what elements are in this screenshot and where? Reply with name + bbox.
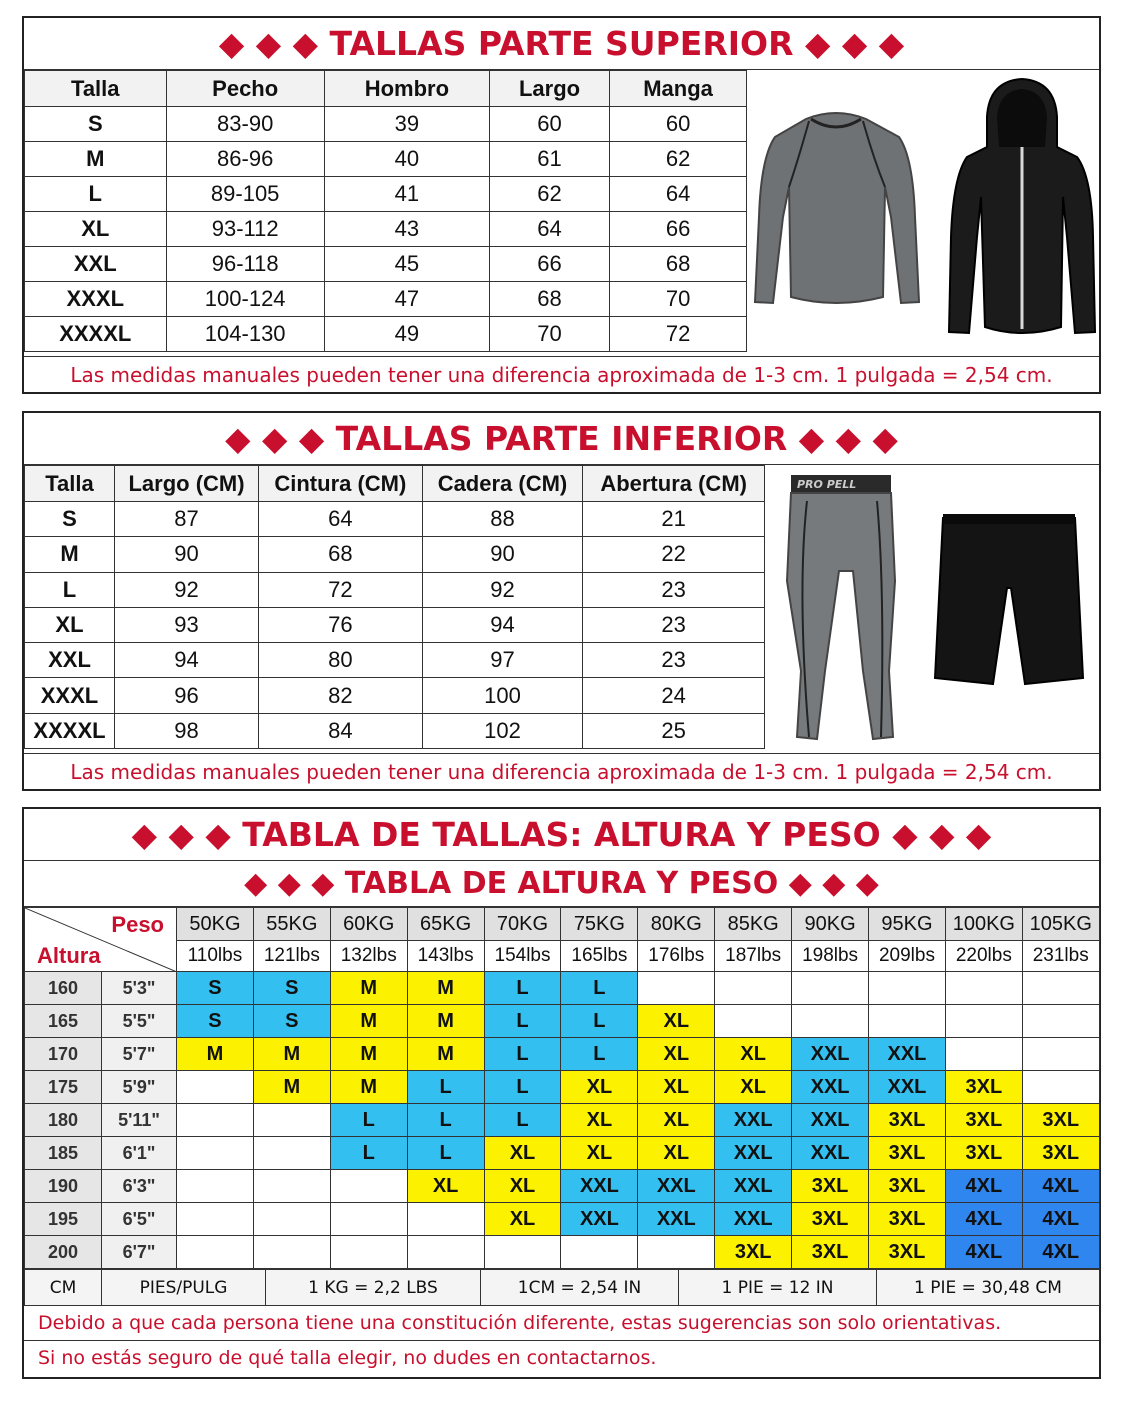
size-cell: XXXL xyxy=(25,678,115,713)
measure-cell: 72 xyxy=(259,572,423,607)
upper-title: ◆ ◆ ◆ TALLAS PARTE SUPERIOR ◆ ◆ ◆ xyxy=(24,18,1099,70)
measure-cell: 64 xyxy=(489,212,609,247)
weight-lbs-header: 231lbs xyxy=(1022,941,1099,972)
weight-kg-header: 80KG xyxy=(638,908,715,941)
size-recommendation-cell: 4XL xyxy=(1022,1170,1099,1203)
measure-cell: 21 xyxy=(583,502,765,537)
lower-garments-image xyxy=(766,465,1100,751)
size-recommendation-cell: M xyxy=(330,1071,407,1104)
measure-cell: 70 xyxy=(610,282,747,317)
size-recommendation-cell: 3XL xyxy=(792,1170,869,1203)
conversion-cell: CM xyxy=(25,1270,102,1306)
measure-cell: 104-130 xyxy=(166,317,324,352)
size-recommendation-cell: XL xyxy=(638,1005,715,1038)
hw-title: ◆ ◆ ◆ TABLA DE TALLAS: ALTURA Y PESO ◆ ◆ ◆ xyxy=(24,809,1099,861)
size-recommendation-cell: M xyxy=(253,1071,330,1104)
size-recommendation-cell: M xyxy=(407,972,484,1005)
weight-lbs-header: 198lbs xyxy=(792,941,869,972)
weight-kg-header: 75KG xyxy=(561,908,638,941)
size-recommendation-cell: XL xyxy=(561,1071,638,1104)
size-recommendation-cell xyxy=(253,1236,330,1269)
conversion-cell: 1 KG = 2,2 LBS xyxy=(266,1270,481,1306)
size-recommendation-cell xyxy=(177,1203,254,1236)
size-cell: M xyxy=(25,142,167,177)
hw-subtitle: ◆ ◆ ◆ TABLA DE ALTURA Y PESO ◆ ◆ ◆ xyxy=(24,861,1099,907)
lower-title: ◆ ◆ ◆ TALLAS PARTE INFERIOR ◆ ◆ ◆ xyxy=(24,413,1099,465)
measure-cell: 60 xyxy=(489,107,609,142)
measure-cell: 90 xyxy=(422,537,583,572)
size-recommendation-cell: S xyxy=(177,1005,254,1038)
size-recommendation-cell xyxy=(330,1203,407,1236)
size-recommendation-cell: XXL xyxy=(561,1203,638,1236)
hw-note-1: Debido a que cada persona tiene una constitución diferente, estas sugerencias son solo orientativas. xyxy=(38,1312,1002,1334)
column-header: Largo xyxy=(489,71,609,107)
measure-cell: 93-112 xyxy=(166,212,324,247)
measure-cell: 94 xyxy=(422,607,583,642)
size-recommendation-cell: 3XL xyxy=(715,1236,792,1269)
size-cell: XXXXL xyxy=(25,317,167,352)
table-row xyxy=(25,607,765,642)
height-ft-cell: 5'7" xyxy=(102,1038,177,1071)
size-recommendation-cell xyxy=(1022,1038,1099,1071)
measure-cell: 100-124 xyxy=(166,282,324,317)
size-recommendation-cell: 3XL xyxy=(1022,1137,1099,1170)
measure-cell: 23 xyxy=(583,572,765,607)
lower-size-section xyxy=(22,411,1101,791)
measure-cell: 90 xyxy=(114,537,258,572)
size-recommendation-cell xyxy=(177,1170,254,1203)
size-cell: XXL xyxy=(25,247,167,282)
size-recommendation-cell xyxy=(792,1005,869,1038)
size-recommendation-cell xyxy=(1022,1071,1099,1104)
table-row xyxy=(25,317,747,352)
size-recommendation-cell xyxy=(253,1104,330,1137)
size-recommendation-cell xyxy=(1022,972,1099,1005)
size-recommendation-cell: XL xyxy=(715,1038,792,1071)
size-recommendation-cell: XXL xyxy=(715,1104,792,1137)
size-recommendation-cell: 3XL xyxy=(792,1203,869,1236)
table-header-row xyxy=(25,466,765,502)
size-recommendation-cell: XXL xyxy=(792,1137,869,1170)
weight-lbs-header: 132lbs xyxy=(330,941,407,972)
size-recommendation-cell: 3XL xyxy=(945,1071,1022,1104)
size-recommendation-cell: L xyxy=(330,1104,407,1137)
measure-cell: 76 xyxy=(259,607,423,642)
size-recommendation-cell: M xyxy=(407,1005,484,1038)
measure-cell: 86-96 xyxy=(166,142,324,177)
measure-cell: 22 xyxy=(583,537,765,572)
zip-hoodie-image xyxy=(927,77,1097,347)
size-recommendation-cell xyxy=(253,1137,330,1170)
measure-cell: 23 xyxy=(583,607,765,642)
table-row xyxy=(25,282,747,317)
size-recommendation-cell: L xyxy=(330,1137,407,1170)
size-recommendation-cell: XL xyxy=(407,1170,484,1203)
column-header: Abertura (CM) xyxy=(583,466,765,502)
height-cm-cell: 160 xyxy=(25,972,102,1005)
table-row xyxy=(25,247,747,282)
size-recommendation-cell: L xyxy=(484,972,561,1005)
size-recommendation-cell: 3XL xyxy=(792,1236,869,1269)
weight-kg-header: 90KG xyxy=(792,908,869,941)
measure-cell: 88 xyxy=(422,502,583,537)
size-recommendation-cell: 3XL xyxy=(945,1104,1022,1137)
size-recommendation-cell: XL xyxy=(638,1104,715,1137)
size-recommendation-cell xyxy=(945,1005,1022,1038)
measure-cell: 64 xyxy=(610,177,747,212)
measure-cell: 92 xyxy=(422,572,583,607)
weight-kg-header: 65KG xyxy=(407,908,484,941)
size-recommendation-cell: XL xyxy=(561,1104,638,1137)
height-cm-cell: 175 xyxy=(25,1071,102,1104)
size-cell: XXL xyxy=(25,643,115,678)
compression-shorts-image xyxy=(929,508,1089,708)
measure-cell: 43 xyxy=(324,212,489,247)
table-row xyxy=(25,107,747,142)
size-recommendation-cell: XL xyxy=(638,1137,715,1170)
size-recommendation-cell: L xyxy=(407,1137,484,1170)
measure-cell: 87 xyxy=(114,502,258,537)
table-row xyxy=(25,177,747,212)
column-header: Talla xyxy=(25,466,115,502)
weight-kg-header: 55KG xyxy=(253,908,330,941)
table-row xyxy=(25,678,765,713)
size-recommendation-cell xyxy=(407,1203,484,1236)
compression-leggings-image xyxy=(777,471,907,746)
weight-kg-header: 85KG xyxy=(715,908,792,941)
weight-kg-header: 70KG xyxy=(484,908,561,941)
size-recommendation-cell: XL xyxy=(638,1038,715,1071)
size-recommendation-cell: XXL xyxy=(715,1203,792,1236)
measure-cell: 84 xyxy=(259,713,423,748)
hw-row xyxy=(25,1236,1100,1269)
size-recommendation-cell: XXL xyxy=(715,1170,792,1203)
size-recommendation-cell xyxy=(330,1170,407,1203)
size-recommendation-cell: 3XL xyxy=(945,1137,1022,1170)
hw-row xyxy=(25,1071,1100,1104)
height-cm-cell: 170 xyxy=(25,1038,102,1071)
size-cell: S xyxy=(25,107,167,142)
hw-row xyxy=(25,1137,1100,1170)
size-recommendation-cell: L xyxy=(561,972,638,1005)
size-recommendation-cell: 4XL xyxy=(945,1203,1022,1236)
measure-cell: 68 xyxy=(259,537,423,572)
size-cell: M xyxy=(25,537,115,572)
size-recommendation-cell xyxy=(638,972,715,1005)
size-recommendation-cell xyxy=(715,972,792,1005)
size-recommendation-cell: XL xyxy=(484,1137,561,1170)
conversion-cell: 1 PIE = 12 IN xyxy=(679,1270,877,1306)
conversion-cell: PIES/PULG xyxy=(102,1270,266,1306)
measure-cell: 41 xyxy=(324,177,489,212)
hw-row xyxy=(25,1104,1100,1137)
weight-lbs-header: 176lbs xyxy=(638,941,715,972)
size-recommendation-cell xyxy=(253,1170,330,1203)
weight-lbs-header: 121lbs xyxy=(253,941,330,972)
weight-kg-header: 95KG xyxy=(869,908,946,941)
lower-note: Las medidas manuales pueden tener una diferencia aproximada de 1-3 cm. 1 pulgada = 2,54 cm. xyxy=(24,753,1099,789)
size-recommendation-cell: XL xyxy=(638,1071,715,1104)
altura-label: Altura xyxy=(37,943,101,968)
table-row xyxy=(25,572,765,607)
size-recommendation-cell: M xyxy=(330,1038,407,1071)
size-recommendation-cell: S xyxy=(253,972,330,1005)
conversion-cell: 1CM = 2,54 IN xyxy=(481,1270,679,1306)
measure-cell: 94 xyxy=(114,643,258,678)
column-header: Cadera (CM) xyxy=(422,466,583,502)
measure-cell: 100 xyxy=(422,678,583,713)
upper-size-table xyxy=(24,70,747,352)
size-recommendation-cell xyxy=(177,1137,254,1170)
measure-cell: 40 xyxy=(324,142,489,177)
size-recommendation-cell xyxy=(177,1104,254,1137)
corner-cell xyxy=(25,908,177,972)
upper-note: Las medidas manuales pueden tener una diferencia aproximada de 1-3 cm. 1 pulgada = 2,54 cm. xyxy=(24,356,1099,392)
height-weight-table xyxy=(24,907,1100,1269)
weight-lbs-header: 209lbs xyxy=(869,941,946,972)
size-cell: XXXL xyxy=(25,282,167,317)
size-recommendation-cell xyxy=(715,1005,792,1038)
size-recommendation-cell: XXL xyxy=(638,1203,715,1236)
weight-kg-header: 60KG xyxy=(330,908,407,941)
conversion-cell: 1 PIE = 30,48 CM xyxy=(877,1270,1100,1306)
table-header-row xyxy=(25,71,747,107)
size-recommendation-cell xyxy=(561,1236,638,1269)
size-recommendation-cell: M xyxy=(253,1038,330,1071)
column-header: Cintura (CM) xyxy=(259,466,423,502)
height-ft-cell: 5'5" xyxy=(102,1005,177,1038)
size-recommendation-cell xyxy=(792,972,869,1005)
height-ft-cell: 6'7" xyxy=(102,1236,177,1269)
size-recommendation-cell: 3XL xyxy=(869,1236,946,1269)
measure-cell: 92 xyxy=(114,572,258,607)
measure-cell: 24 xyxy=(583,678,765,713)
size-recommendation-cell: XXL xyxy=(638,1170,715,1203)
measure-cell: 25 xyxy=(583,713,765,748)
size-recommendation-cell: XL xyxy=(715,1071,792,1104)
measure-cell: 98 xyxy=(114,713,258,748)
hw-row xyxy=(25,1203,1100,1236)
upper-size-section xyxy=(22,16,1101,394)
height-cm-cell: 195 xyxy=(25,1203,102,1236)
measure-cell: 83-90 xyxy=(166,107,324,142)
size-recommendation-cell xyxy=(869,972,946,1005)
measure-cell: 97 xyxy=(422,643,583,678)
size-recommendation-cell: XXL xyxy=(792,1104,869,1137)
size-cell: L xyxy=(25,572,115,607)
size-recommendation-cell: L xyxy=(484,1104,561,1137)
measure-cell: 47 xyxy=(324,282,489,317)
height-weight-section xyxy=(22,807,1101,1379)
size-recommendation-cell: L xyxy=(484,1038,561,1071)
compression-shirt-image xyxy=(751,97,921,327)
measure-cell: 39 xyxy=(324,107,489,142)
hw-row xyxy=(25,972,1100,1005)
measure-cell: 66 xyxy=(489,247,609,282)
weight-lbs-header: 143lbs xyxy=(407,941,484,972)
weight-kg-header: 100KG xyxy=(945,908,1022,941)
size-cell: XXXXL xyxy=(25,713,115,748)
table-row xyxy=(25,212,747,247)
column-header: Largo (CM) xyxy=(114,466,258,502)
size-cell: S xyxy=(25,502,115,537)
measure-cell: 62 xyxy=(489,177,609,212)
height-ft-cell: 6'1" xyxy=(102,1137,177,1170)
lower-size-table xyxy=(24,465,765,749)
hw-note-2: Si no estás seguro de qué talla elegir, no dudes en contactarnos. xyxy=(24,1340,1099,1374)
size-recommendation-cell: 4XL xyxy=(1022,1236,1099,1269)
size-recommendation-cell xyxy=(945,1038,1022,1071)
measure-cell: 70 xyxy=(489,317,609,352)
weight-lbs-header: 110lbs xyxy=(177,941,254,972)
peso-label: Peso xyxy=(111,912,164,937)
conversion-footer xyxy=(24,1269,1100,1306)
table-row xyxy=(25,502,765,537)
measure-cell: 72 xyxy=(610,317,747,352)
size-recommendation-cell: L xyxy=(561,1005,638,1038)
size-recommendation-cell xyxy=(407,1236,484,1269)
measure-cell: 64 xyxy=(259,502,423,537)
size-recommendation-cell: 3XL xyxy=(1022,1104,1099,1137)
size-recommendation-cell: L xyxy=(407,1071,484,1104)
measure-cell: 23 xyxy=(583,643,765,678)
size-recommendation-cell: S xyxy=(177,972,254,1005)
measure-cell: 66 xyxy=(610,212,747,247)
size-recommendation-cell xyxy=(945,972,1022,1005)
measure-cell: 96-118 xyxy=(166,247,324,282)
size-recommendation-cell xyxy=(638,1236,715,1269)
size-recommendation-cell: M xyxy=(330,972,407,1005)
height-ft-cell: 5'3" xyxy=(102,972,177,1005)
height-ft-cell: 6'3" xyxy=(102,1170,177,1203)
size-recommendation-cell: XL xyxy=(484,1203,561,1236)
size-cell: XL xyxy=(25,607,115,642)
size-recommendation-cell xyxy=(177,1071,254,1104)
size-recommendation-cell xyxy=(330,1236,407,1269)
hw-row xyxy=(25,1005,1100,1038)
size-recommendation-cell: L xyxy=(484,1005,561,1038)
size-recommendation-cell: S xyxy=(253,1005,330,1038)
measure-cell: 49 xyxy=(324,317,489,352)
size-recommendation-cell: XXL xyxy=(869,1038,946,1071)
size-recommendation-cell xyxy=(177,1236,254,1269)
weight-lbs-header: 154lbs xyxy=(484,941,561,972)
size-recommendation-cell: XXL xyxy=(792,1071,869,1104)
size-recommendation-cell: 3XL xyxy=(869,1104,946,1137)
hw-row xyxy=(25,1170,1100,1203)
measure-cell: 68 xyxy=(610,247,747,282)
height-cm-cell: 165 xyxy=(25,1005,102,1038)
size-recommendation-cell: M xyxy=(177,1038,254,1071)
size-recommendation-cell: L xyxy=(561,1038,638,1071)
height-cm-cell: 190 xyxy=(25,1170,102,1203)
column-header: Talla xyxy=(25,71,167,107)
size-recommendation-cell xyxy=(484,1236,561,1269)
size-recommendation-cell: 4XL xyxy=(945,1236,1022,1269)
size-recommendation-cell: XXL xyxy=(869,1071,946,1104)
measure-cell: 82 xyxy=(259,678,423,713)
weight-lbs-header: 220lbs xyxy=(945,941,1022,972)
size-recommendation-cell: 3XL xyxy=(869,1203,946,1236)
measure-cell: 80 xyxy=(259,643,423,678)
measure-cell: 62 xyxy=(610,142,747,177)
measure-cell: 60 xyxy=(610,107,747,142)
size-recommendation-cell: M xyxy=(330,1005,407,1038)
measure-cell: 45 xyxy=(324,247,489,282)
table-row xyxy=(25,142,747,177)
size-recommendation-cell xyxy=(869,1005,946,1038)
size-recommendation-cell: 3XL xyxy=(869,1170,946,1203)
height-cm-cell: 185 xyxy=(25,1137,102,1170)
size-recommendation-cell: 4XL xyxy=(945,1170,1022,1203)
measure-cell: 93 xyxy=(114,607,258,642)
column-header: Hombro xyxy=(324,71,489,107)
height-ft-cell: 5'9" xyxy=(102,1071,177,1104)
size-recommendation-cell: L xyxy=(407,1104,484,1137)
size-recommendation-cell xyxy=(253,1203,330,1236)
weight-kg-header: 50KG xyxy=(177,908,254,941)
svg-text:PRO PELL: PRO PELL xyxy=(797,477,857,491)
upper-garments-image xyxy=(748,70,1100,354)
size-recommendation-cell: 3XL xyxy=(869,1137,946,1170)
table-row xyxy=(25,537,765,572)
column-header: Pecho xyxy=(166,71,324,107)
height-cm-cell: 200 xyxy=(25,1236,102,1269)
table-row xyxy=(25,643,765,678)
height-cm-cell: 180 xyxy=(25,1104,102,1137)
size-cell: L xyxy=(25,177,167,212)
size-recommendation-cell: XL xyxy=(561,1137,638,1170)
measure-cell: 102 xyxy=(422,713,583,748)
size-cell: XL xyxy=(25,212,167,247)
hw-row xyxy=(25,1038,1100,1071)
size-recommendation-cell xyxy=(1022,1005,1099,1038)
measure-cell: 68 xyxy=(489,282,609,317)
weight-lbs-header: 165lbs xyxy=(561,941,638,972)
size-recommendation-cell: XXL xyxy=(715,1137,792,1170)
weight-kg-header: 105KG xyxy=(1022,908,1099,941)
table-row xyxy=(25,713,765,748)
size-recommendation-cell: 4XL xyxy=(1022,1203,1099,1236)
size-recommendation-cell: XXL xyxy=(561,1170,638,1203)
size-recommendation-cell: XL xyxy=(484,1170,561,1203)
column-header: Manga xyxy=(610,71,747,107)
measure-cell: 89-105 xyxy=(166,177,324,212)
height-ft-cell: 5'11" xyxy=(102,1104,177,1137)
height-ft-cell: 6'5" xyxy=(102,1203,177,1236)
size-recommendation-cell: XXL xyxy=(792,1038,869,1071)
measure-cell: 61 xyxy=(489,142,609,177)
size-recommendation-cell: L xyxy=(484,1071,561,1104)
measure-cell: 96 xyxy=(114,678,258,713)
weight-lbs-header: 187lbs xyxy=(715,941,792,972)
size-recommendation-cell: M xyxy=(407,1038,484,1071)
